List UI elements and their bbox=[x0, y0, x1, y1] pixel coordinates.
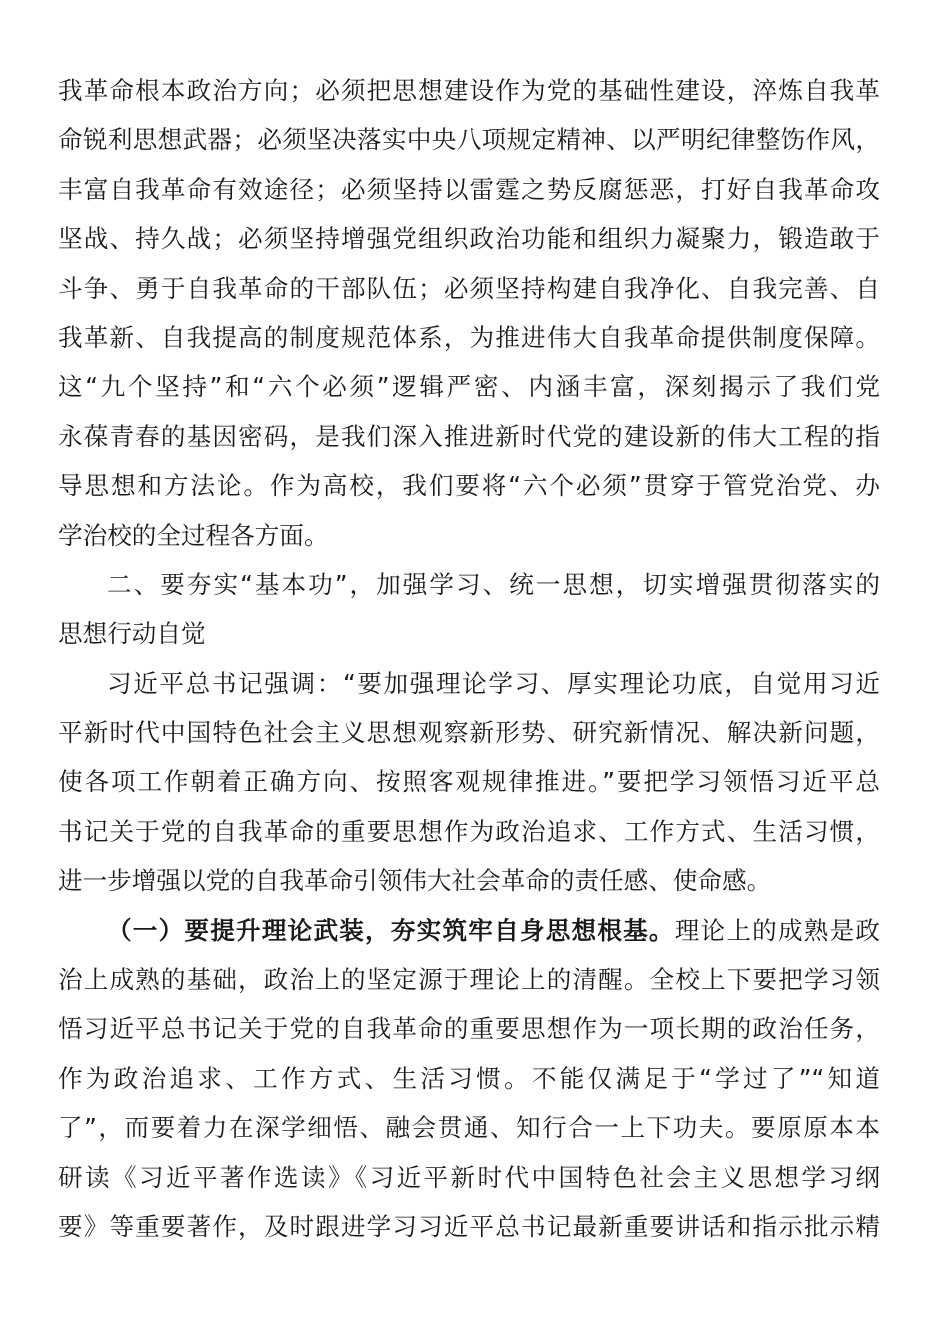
text-line: 命锐利思想武器；必须坚决落实中央八项规定精神、以严明纪律整饬作风， bbox=[58, 125, 880, 155]
text-line: 要》等重要著作，及时跟进学习习近平总书记最新重要讲话和指示批示精 bbox=[58, 1211, 880, 1241]
text-line: 书记关于党的自我革命的重要思想作为政治追求、工作方式、生活习惯， bbox=[58, 816, 880, 846]
text-line: 学治校的全过程各方面。 bbox=[58, 520, 329, 550]
text-line: 坚战、持久战；必须坚持增强党组织政治功能和组织力凝聚力，锻造敢于 bbox=[58, 224, 880, 254]
text-line: 我革命根本政治方向；必须把思想建设作为党的基础性建设，淬炼自我革 bbox=[58, 76, 880, 105]
text-line: 丰富自我革命有效途径；必须坚持以雷霆之势反腐惩恶，打好自我革命攻 bbox=[58, 174, 880, 204]
text-line: 治上成熟的基础，政治上的坚定源于理论上的清醒。全校上下要把学习领 bbox=[58, 965, 880, 995]
section-heading: 二、要夯实“基本功”，加强学习、统一思想，切实增强贯彻落实的 bbox=[107, 569, 880, 599]
text-line: 了”，而要着力在深学细悟、融会贯通、知行合一上下功夫。要原原本本 bbox=[58, 1113, 880, 1143]
text-line: 作为政治追求、工作方式、生活习惯。不能仅满足于“学过了”“知道 bbox=[58, 1063, 880, 1093]
text-line: 导思想和方法论。作为高校，我们要将“六个必须”贯穿于管党治党、办 bbox=[58, 471, 880, 501]
section-heading-continued: 思想行动自觉 bbox=[58, 619, 206, 649]
document-body bbox=[58, 66, 880, 1251]
text-line: 进一步增强以党的自我革命引领伟大社会革命的责任感、使命感。 bbox=[58, 866, 772, 896]
subsection-heading: （一）要提升理论武装，夯实筑牢自身思想根基。 bbox=[107, 915, 675, 945]
quote-line: 习近平总书记强调：“要加强理论学习、厚实理论功底，自觉用习近 bbox=[107, 668, 880, 698]
text-line: 永葆青春的基因密码，是我们深入推进新时代党的建设新的伟大工程的指 bbox=[58, 421, 880, 451]
text-line: 使各项工作朝着正确方向、按照客观规律推进。”要把学习领悟习近平总 bbox=[58, 767, 880, 797]
subsection-line bbox=[58, 906, 880, 955]
text-line: 这“九个坚持”和“六个必须”逻辑严密、内涵丰富，深刻揭示了我们党 bbox=[58, 372, 880, 402]
text-line: 研读《习近平著作选读》《习近平新时代中国特色社会主义思想学习纲 bbox=[58, 1162, 880, 1192]
subsection-text: 理论上的成熟是政 bbox=[674, 915, 880, 945]
text-line: 我革新、自我提高的制度规范体系，为推进伟大自我革命提供制度保障。 bbox=[58, 322, 880, 352]
text-line: 平新时代中国特色社会主义思想观察新形势、研究新情况、解决新问题， bbox=[58, 718, 880, 748]
text-line: 斗争、勇于自我革命的干部队伍；必须坚持构建自我净化、自我完善、自 bbox=[58, 273, 880, 303]
text-line: 悟习近平总书记关于党的自我革命的重要思想作为一项长期的政治任务， bbox=[58, 1014, 880, 1044]
